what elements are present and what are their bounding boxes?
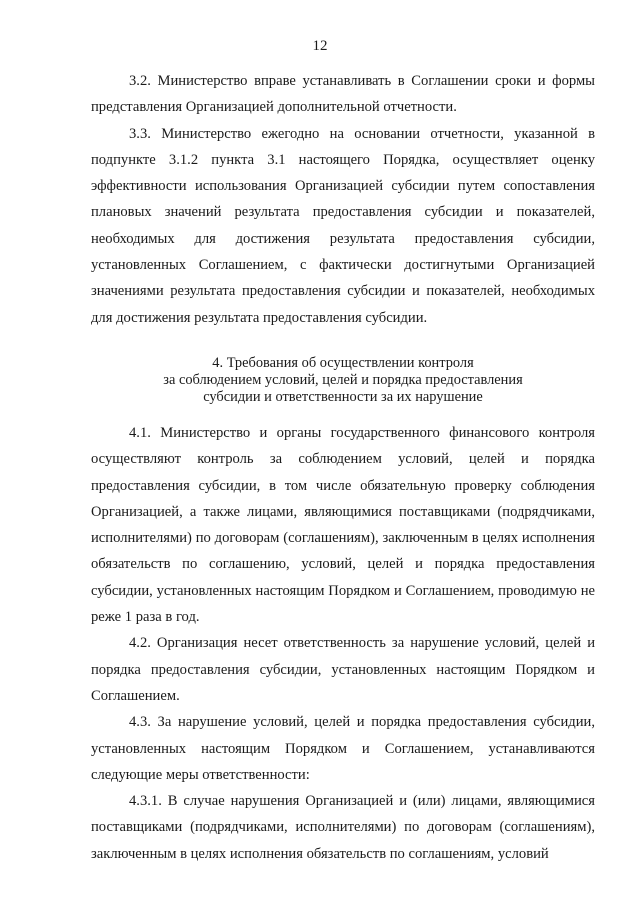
paragraph-3-3: 3.3. Министерство ежегодно на основании отчетности, указанной в подпункте 3.1.2 пункта 3.1 настоящего Порядка, осуществляет оценку эффективности использования Организацией субсидии путем сопоставления плановых значений результата предоставления субсидии и показателей, необходимых для достижения результата предоставления субсидии, установленных Соглашением, с фактически достигнутыми Организацией значениями результата предоставления субсидии и показателей, необходимых для достижения результата предоставления субсидии. [91,125,595,326]
paragraph-3-2: 3.2. Министерство вправе устанавливать в Соглашении сроки и формы представления Организацией дополнительной отчетности. [91,73,595,116]
section-heading-line-2: за соблюдением условий, целей и порядка предоставления [163,371,523,388]
paragraph-4-3-1: 4.3.1. В случае нарушения Организацией и (или) лицами, являющимися поставщиками (подрядчиками, исполнителями) по договорам (соглашениям), заключенным в целях исполнения обязательств по соглашениям, условий [91,793,595,862]
paragraph-4-2: 4.2. Организация несет ответственность за нарушение условий, целей и порядка предоставления субсидии, установленных настоящим Порядком и Соглашением. [91,635,595,704]
paragraph-4-3: 4.3. За нарушение условий, целей и порядка предоставления субсидии, установленных настоящим Порядком и Соглашением, устанавливаются следующие меры ответственности: [91,714,595,783]
section-heading-line-3: субсидии и ответственности за их нарушение [203,388,483,405]
page-number: 12 [312,38,328,54]
section-heading-line-1: 4. Требования об осуществлении контроля [212,354,474,371]
section-heading [91,355,595,406]
paragraph-4-1: 4.1. Министерство и органы государственного финансового контроля осуществляют контроль за соблюдением условий, целей и порядка предоставления субсидии, в том числе обязательную проверку соблюдения Организацией, а также лицами, являющимися поставщиками (подрядчиками, исполнителями) по договорам (соглашениям), заключенным в целях исполнения обязательств по соглашению, условий, целей и порядка предоставления субсидии, установленных настоящим Порядком и Соглашением, проводимую не реже 1 раза в год. [91,424,595,626]
document-body [91,68,595,867]
